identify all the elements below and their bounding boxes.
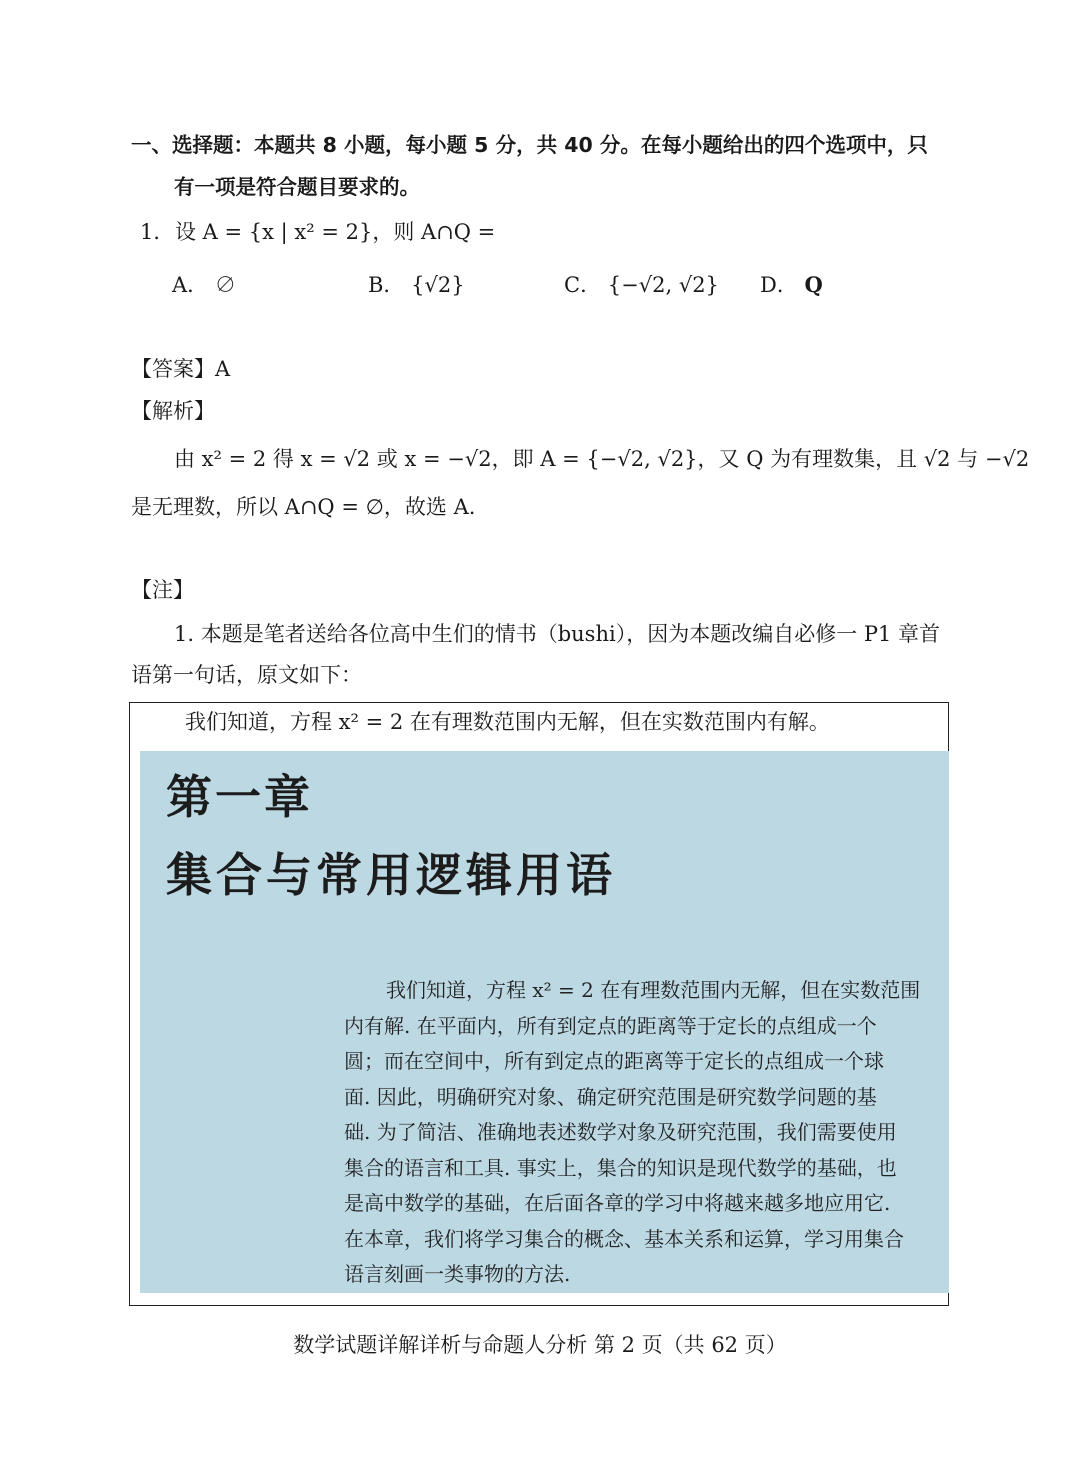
chapter-intro-line: 内有解. 在平面内，所有到定点的距离等于定长的点组成一个 [344,1013,877,1038]
chapter-name-title: 集合与常用逻辑用语 [166,848,616,902]
option-d [760,270,823,300]
chapter-scan [140,751,949,1293]
option-c [564,270,719,300]
quote-text: 我们知道，方程 x² = 2 在有理数范围内无解，但在实数范围内有解。 [185,710,830,734]
option-a-text: ∅ [214,273,236,297]
chapter-intro-line: 语言刻画一类事物的方法. [344,1262,571,1286]
option-a-label: A． [172,273,209,297]
chapter-intro-line: 集合的语言和工具. 事实上，集合的知识是现代数学的基础，也 [344,1155,897,1180]
answer [131,354,230,384]
section-heading-line1: 一、选择题：本题共 8 小题，每小题 5 分，共 40 分。在每小题给出的四个选项中，只 [131,133,928,157]
option-d-text: Q [804,272,823,297]
chapter-intro-paragraph [344,973,949,1293]
question-number: 1． [140,220,175,244]
note-label: 【注】 [131,578,194,602]
chapter-intro-line: 我们知道，方程 x² = 2 在有理数范围内无解，但在实数范围 [386,978,921,1002]
textbook-excerpt-box [129,702,949,1306]
option-b-label: B． [368,273,405,297]
analysis-label: 【解析】 [131,399,215,423]
answer-value: A [215,357,231,381]
option-b-text: {√2} [411,273,465,297]
analysis-line2: 是无理数，所以 A∩Q = ∅，故选 A. [131,495,476,519]
chapter-intro-line: 圆；而在空间中，所有到定点的距离等于定长的点组成一个球 [344,1049,884,1073]
analysis-line1: 由 x² = 2 得 x = √2 或 x = −√2，即 A = {−√2, √2}，又 Q 为有理数集，且 √2 与 −√2 [174,447,1030,471]
answer-label: 【答案】 [131,357,215,381]
option-b [368,270,465,300]
option-a [172,270,236,300]
chapter-intro-line: 面. 因此，明确研究对象、确定研究范围是研究数学问题的基 [344,1084,877,1109]
page-footer: 数学试题详解详析与命题人分析 第 2 页（共 62 页） [293,1333,787,1357]
question-stem: 设 A = {x | x² = 2}，则 A∩Q = [175,220,496,244]
chapter-intro-line: 是高中数学的基础，在后面各章的学习中将越来越多地应用它. [344,1191,891,1215]
section-heading-line2: 有一项是符合题目要求的。 [174,175,420,199]
chapter-intro-line: 础. 为了简洁、准确地表述数学对象及研究范围，我们需要使用 [344,1120,897,1144]
note-line1: 1. 本题是笔者送给各位高中生们的情书（bushi），因为本题改编自必修一 P1 章首 [174,622,941,646]
option-c-text: {−√2, √2} [607,273,719,297]
option-c-label: C． [564,273,602,297]
chapter-intro-line: 在本章，我们将学习集合的概念、基本关系和运算，学习用集合 [344,1226,904,1251]
option-d-label: D． [760,273,798,297]
note-line2: 语第一句话，原文如下： [131,663,362,687]
chapter-number-title: 第一章 [166,770,313,824]
